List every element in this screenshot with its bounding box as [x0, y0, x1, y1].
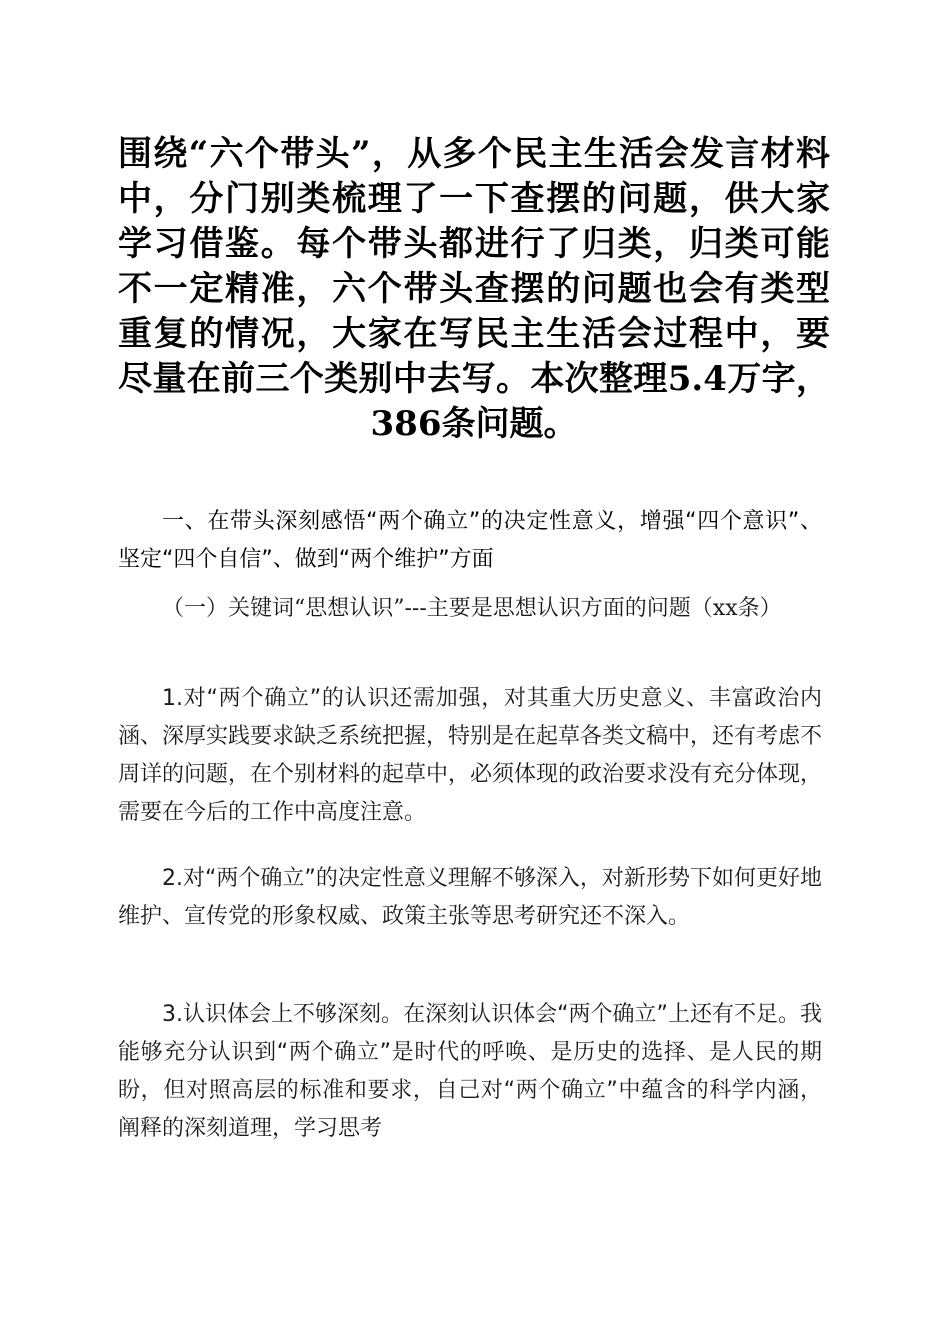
section-heading: 一、在带头深刻感悟“两个确立”的决定性意义，增强“四个意识”、坚定“四个自信”、做到“两个维护”方面: [118, 509, 822, 572]
list-item: 2.对“两个确立”的决定性意义理解不够深入，对新形势下如何更好地维护、宣传党的形象权威、政策主张等思考研究还不深入。: [118, 866, 822, 929]
intro-paragraph: 围绕“六个带头”，从多个民主生活会发言材料中，分门别类梳理了一下查摆的问题，供大家学习借鉴。每个带头都进行了归类，归类可能不一定精准，六个带头查摆的问题也会有类型重复的情况，大家在写民主生活会过程中，要尽量在前三个类别中去写。本次整理5.4万字，386条问题。: [118, 134, 830, 444]
list-item: 3.认识体会上不够深刻。在深刻认识体会“两个确立”上还有不足。我能够充分认识到“两个确立”是时代的呼唤、是历史的选择、是人民的期盼，但对照高层的标准和要求，自己对“两个确立”中蕴含的科学内涵，阐释的深刻道理，学习思考: [118, 1002, 822, 1141]
list-item: 1.对“两个确立”的认识还需加强，对其重大历史意义、丰富政治内涵、深厚实践要求缺乏系统把握，特别是在起草各类文稿中，还有考虑不周详的问题，在个别材料的起草中，必须体现的政治要求没有充分体现，需要在今后的工作中高度注意。: [118, 686, 823, 825]
sub-heading: （一）关键词“思想认识”---主要是思想认识方面的问题（xx条）: [162, 596, 782, 621]
